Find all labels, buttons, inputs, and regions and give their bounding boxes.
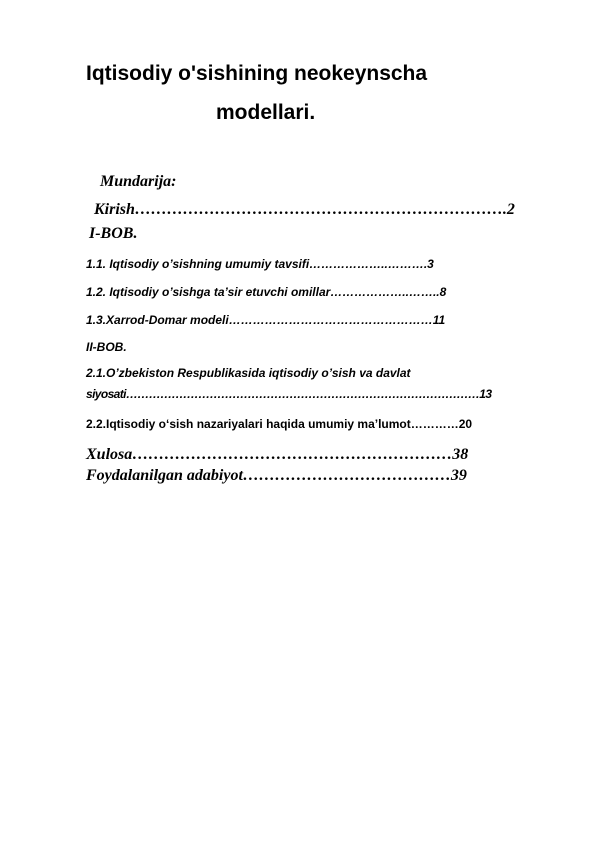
toc-chapter-1: I-BOB.	[89, 225, 138, 242]
toc-entry-2-2: 2.2.Iqtisodiy o‘sish nazariyalari haqida umumiy ma’lumot…………20	[86, 417, 473, 431]
toc-entry-1-3: 1.3.Xarrod-Domar modeli……………………………………………11	[86, 313, 446, 327]
toc-entry-1-1: 1.1. Iqtisodiy o’sishning umumiy tavsifi………………..……….3	[86, 257, 434, 271]
document-title-line-2: modellari.	[216, 101, 316, 124]
document-title-line-1: Iqtisodiy o'sishining neokeynscha	[86, 62, 428, 85]
toc-entry-2-1-line-2: siyosati…………………………………………………………………………………13	[86, 387, 492, 401]
toc-chapter-2: II-BOB.	[86, 340, 127, 354]
toc-entry-2-1-line-1: 2.1.O’zbekiston Respublikasida iqtisodiy o’sish va davlat	[86, 366, 411, 380]
toc-entry-kirish: Kirish…………………………………………………………….2	[94, 201, 515, 218]
toc-entry-xulosa: Xulosa……………………………………………………38	[86, 446, 469, 463]
toc-entry-adabiyot: Foydalanilgan adabiyot…………………………………39	[86, 467, 467, 484]
toc-entry-1-2: 1.2. Iqtisodiy o’sishga ta’sir etuvchi omillar………………..……..8	[86, 285, 447, 299]
contents-heading: Mundarija:	[100, 173, 177, 190]
